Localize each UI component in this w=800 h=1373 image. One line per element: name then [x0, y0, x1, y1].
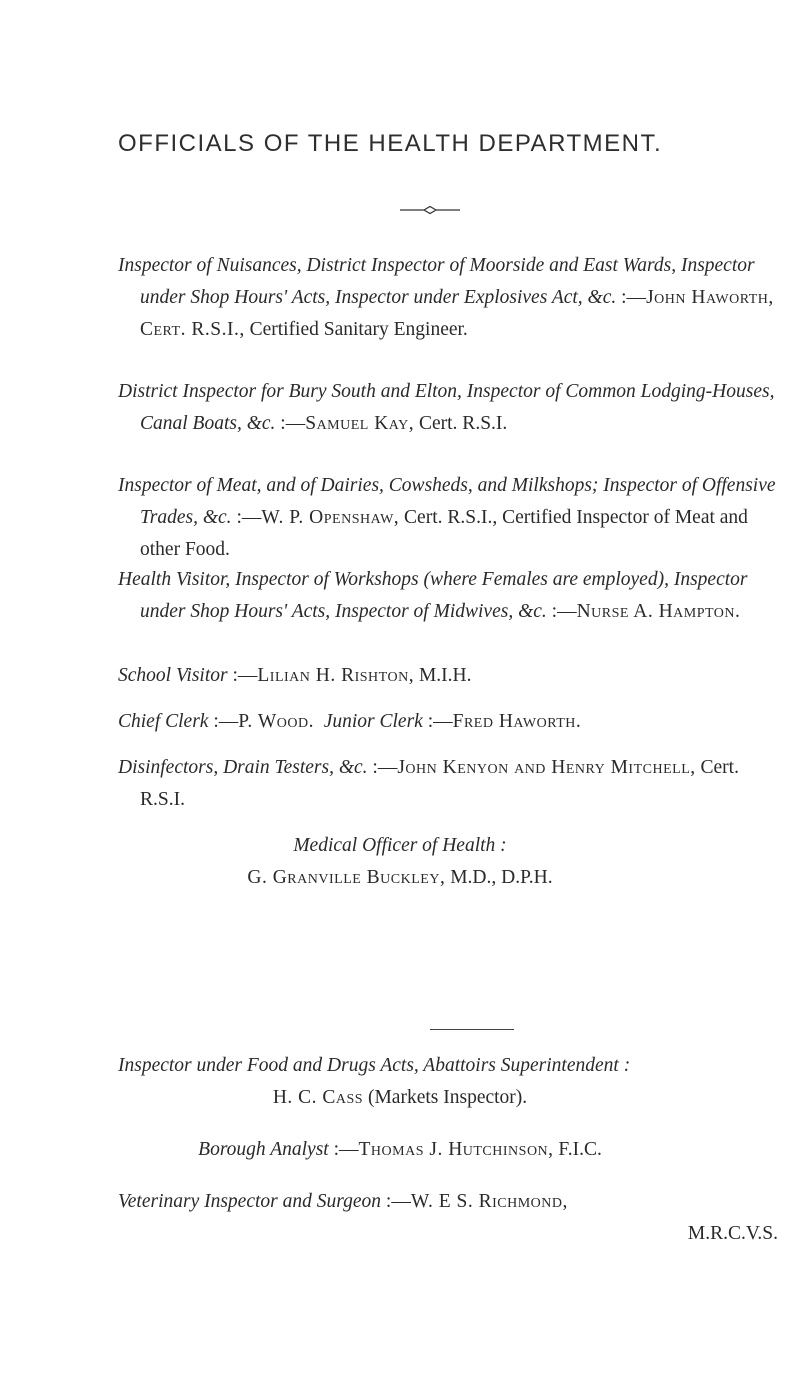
analyst-role: Borough Analyst — [198, 1139, 329, 1160]
entry-role: Inspector of Nuisances, District Inspector of Moorside and East Wards, Inspector under Shop Hours' Acts, Inspector under Explosives Act, &c. — [118, 255, 755, 308]
moh-extra: M.D., D.P.H. — [445, 867, 553, 888]
entry-name: W. P. Openshaw, — [261, 507, 400, 528]
entry-clerks — [118, 706, 788, 738]
entry-role: District Inspector for Bury South and Elton, Inspector of Common Lodging-Houses, Canal Boats, &c. — [118, 381, 775, 434]
analyst-separator: :— — [328, 1139, 359, 1160]
moh-name-line — [0, 862, 800, 894]
analyst-line — [0, 1134, 800, 1166]
entry-name: Nurse A. Hampton. — [576, 601, 741, 622]
entry-food-drugs — [118, 1050, 788, 1082]
entry-school-visitor — [118, 660, 788, 692]
vet-role: Veterinary Inspector and Surgeon — [118, 1191, 382, 1212]
entry-role: Chief Clerk — [118, 711, 209, 732]
entry-separator-2: :— — [422, 711, 453, 732]
moh-role: Medical Officer of Health : — [293, 835, 507, 856]
food-name-line — [0, 1082, 800, 1114]
entry-extra: Cert. R.S.I. — [140, 757, 739, 810]
ornament-divider — [400, 205, 470, 215]
page-title: OFFICIALS OF THE HEALTH DEPARTMENT. — [118, 130, 663, 157]
vet-extra: M.R.C.V.S. — [687, 1223, 778, 1244]
vet-name: W. E S. Richmond, — [410, 1191, 568, 1212]
food-extra: (Markets Inspector). — [363, 1087, 528, 1108]
food-name: H. C. Cass — [272, 1087, 364, 1108]
entry-name: Lilian H. Rishton, — [257, 665, 415, 686]
moh-name: G. Granville Buckley, — [247, 867, 446, 888]
moh-role-line — [0, 830, 800, 862]
entry-extra: Cert. R.S.I. — [414, 413, 508, 434]
entry-name: Samuel Kay, — [305, 413, 415, 434]
entry-separator: :— — [231, 507, 262, 528]
entry-separator: :— — [546, 601, 577, 622]
entry-separator: :— — [275, 413, 306, 434]
vet-separator: :— — [381, 1191, 411, 1212]
entry-name: John Kenyon and Henry Mitchell, — [397, 757, 696, 778]
analyst-extra: F.I.C. — [553, 1139, 602, 1160]
entry-separator: :— — [616, 287, 647, 308]
entry-extra: M.I.H. — [414, 665, 472, 686]
entry-role-2: Junior Clerk — [323, 711, 423, 732]
food-role: Inspector under Food and Drugs Acts, Abattoirs Superintendent : — [118, 1055, 631, 1076]
vet-extra-line — [118, 1218, 778, 1250]
entry-separator: :— — [208, 711, 239, 732]
section-rule — [430, 1029, 514, 1030]
entry-inspector-of-meat — [118, 470, 788, 566]
entry-role: Inspector of Meat, and of Dairies, Cowsheds, and Milkshops; Inspector of Offensive Trades, &c. — [118, 475, 776, 528]
entry-role: School Visitor — [118, 665, 228, 686]
entry-inspector-of-nuisances — [118, 250, 788, 346]
entry-veterinary — [118, 1186, 788, 1218]
entry-name: John Haworth, Cert. R.S.I., — [140, 287, 774, 340]
entry-extra: Certified Sanitary Engineer. — [244, 319, 468, 340]
entry-name-2: Fred Haworth. — [452, 711, 582, 732]
entry-separator: :— — [367, 757, 398, 778]
entry-role: Disinfectors, Drain Testers, &c. — [118, 757, 368, 778]
entry-role: Health Visitor, Inspector of Workshops (where Females are employed), Inspector under Shop Hours' Acts, Inspector of Midwives, &c. — [118, 569, 748, 622]
entry-name: P. Wood. — [238, 711, 314, 732]
entry-separator: :— — [227, 665, 258, 686]
analyst-name: Thomas J. Hutchinson, — [358, 1139, 554, 1160]
entry-district-inspector — [118, 376, 788, 440]
entry-health-visitor — [118, 564, 788, 628]
entry-disinfectors — [118, 752, 788, 816]
entry-extra: Cert. R.S.I., Certified Inspector of Meat and other Food. — [140, 507, 748, 560]
